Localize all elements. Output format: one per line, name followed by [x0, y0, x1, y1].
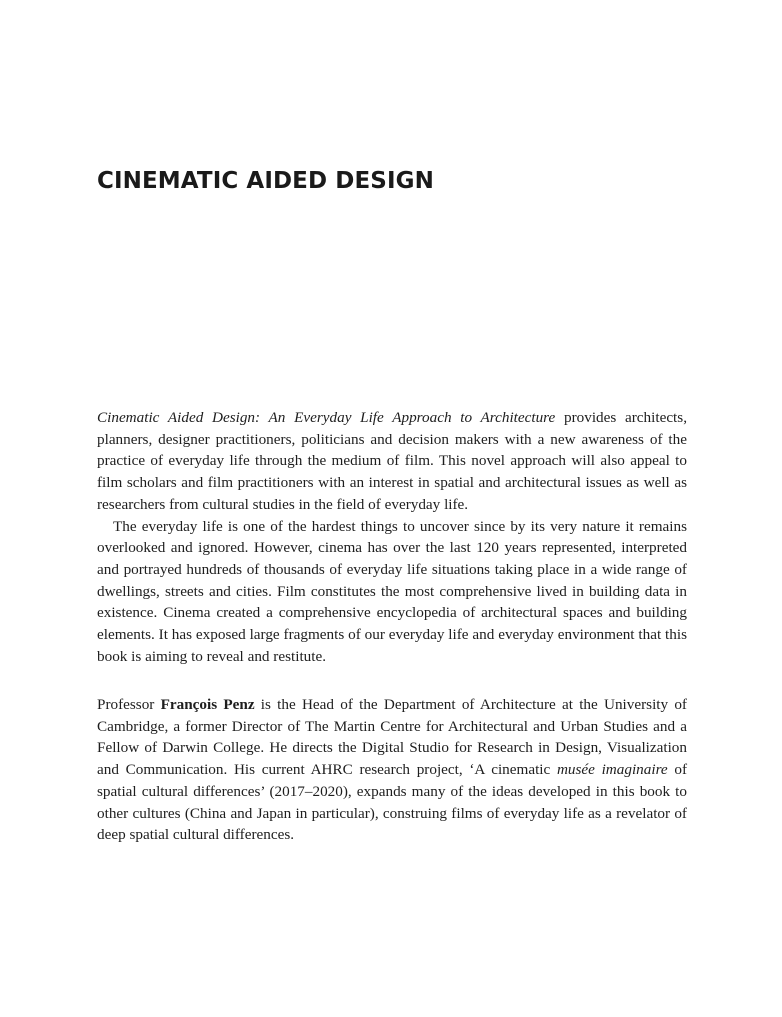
- description-paragraph-2: The everyday life is one of the hardest things to uncover since by its very nature it remains overlooked and ignored. However, cinema has over the last 120 years represented, interpreted and portrayed hundreds of thousands of everyday life situations taking place in a wide range of dwellings, streets and cities. Film constitutes the most comprehensive lived in building data in existence. Cinema created a comprehensive encyclopedia of architectural spaces and building elements. It has exposed large fragments of our everyday life and everyday environment that this book is aiming to reveal and restitute.: [97, 517, 687, 665]
- project-title-italic: musée imaginaire: [556, 761, 668, 779]
- author-name: François Penz: [160, 696, 255, 713]
- book-title-italic: Cinematic Aided Design: An Everyday Life Approach to Architecture: [97, 409, 556, 426]
- page-title: CINEMATIC AIDED DESIGN: [97, 168, 434, 194]
- book-description: [97, 407, 687, 667]
- author-prefix: Professor: [97, 696, 161, 713]
- description-paragraph-1-text: provides architects, planners, designer practitioners, politicians and decision makers with a new awareness of the practice of everyday life through the medium of film. This novel approach will also appeal to film scholars and film practitioners with an interest in spatial and architectural issues as well as researchers from cultural studies in the field of everyday life.: [97, 409, 687, 513]
- author-bio: [97, 694, 687, 846]
- author-bio-text-1: is the Head of the Department of Architecture at the University of Cambridge, a former Director of The Martin Centre for Architectural and Urban Studies and a Fellow of Darwin College. He directs the Digital Studio for Research in Design, Visualization and Communication. His current AHRC research project, ‘A cinematic: [97, 696, 687, 779]
- author-bio-text-2: of spatial cultural differences’ (2017–2020), expands many of the ideas developed in this book to other cultures (China and Japan in particular), construing films of everyday life as a revelator of deep spatial cultural differences.: [97, 761, 688, 844]
- author-bio-paragraph: [97, 694, 687, 846]
- description-paragraph-1: [97, 407, 687, 516]
